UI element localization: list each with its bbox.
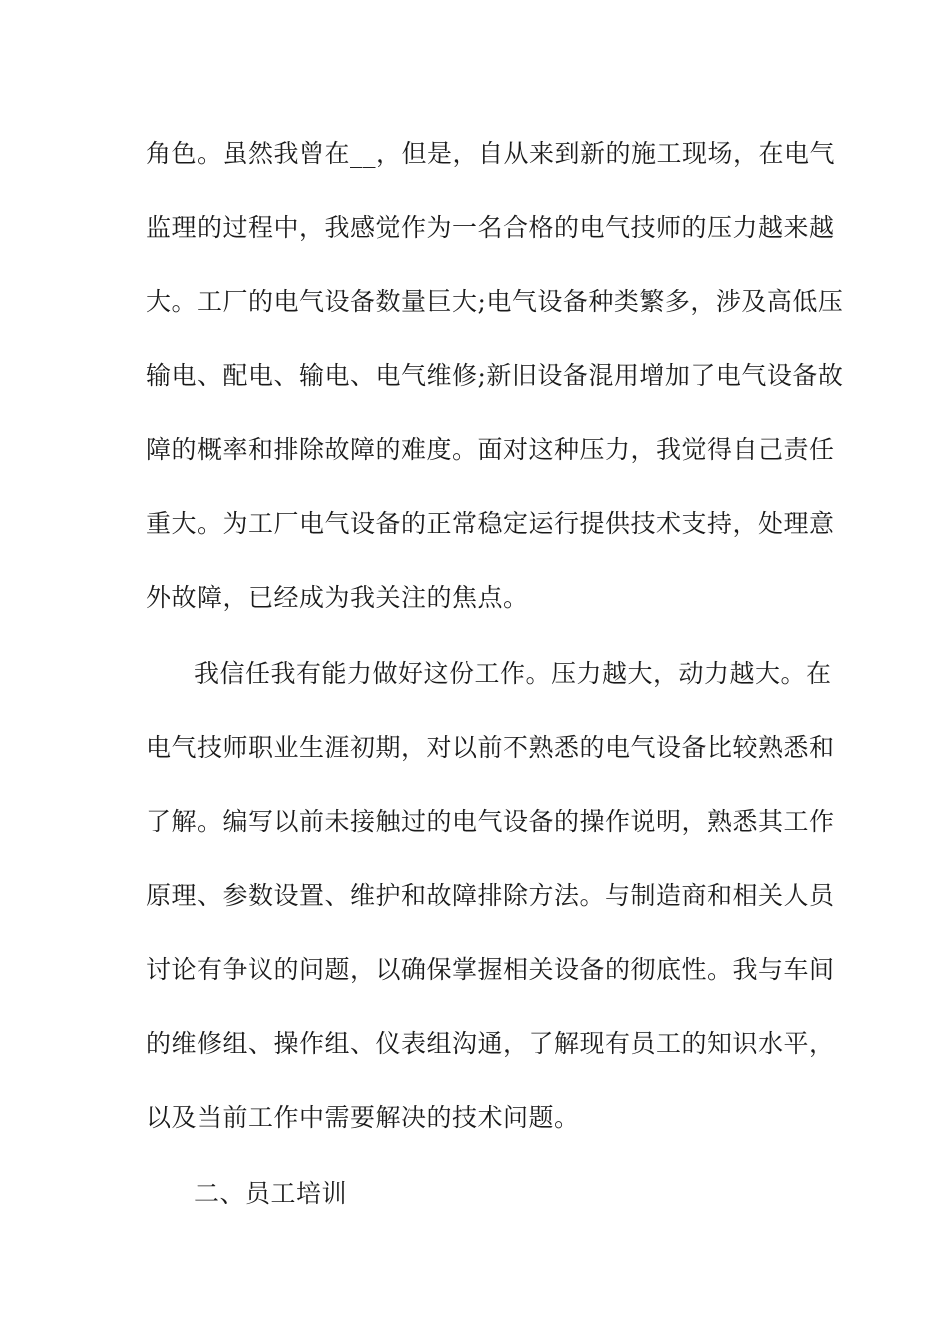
paragraph-line-last: 外故障，已经成为我关注的焦点。	[146, 583, 529, 612]
paragraph-line: 电气技师职业生涯初期，对以前不熟悉的电气设备比较熟悉和	[146, 733, 835, 762]
paragraph-line: 的维修组、操作组、仪表组沟通，了解现有员工的知识水平，	[146, 1029, 835, 1058]
paragraph-line: 输电、配电、输电、电气维修;新旧设备混用增加了电气设备故	[146, 361, 844, 390]
paragraph-line: 角色。虽然我曾在__，但是，自从来到新的施工现场，在电气	[146, 139, 836, 168]
paragraph-line: 了解。编写以前未接触过的电气设备的操作说明，熟悉其工作	[146, 807, 835, 836]
paragraph-first-line: 我信任我有能力做好这份工作。压力越大，动力越大。在	[194, 659, 832, 688]
paragraph-line: 障的概率和排除故障的难度。面对这种压力，我觉得自己责任	[146, 435, 835, 464]
paragraph-line: 大。工厂的电气设备数量巨大;电气设备种类繁多，涉及高低压	[146, 287, 844, 316]
paragraph-line: 重大。为工厂电气设备的正常稳定运行提供技术支持，处理意	[146, 509, 835, 538]
section-heading: 二、员工培训	[194, 1179, 348, 1208]
paragraph-line: 讨论有争议的问题，以确保掌握相关设备的彻底性。我与车间	[146, 955, 835, 984]
paragraph-line: 原理、参数设置、维护和故障排除方法。与制造商和相关人员	[146, 881, 835, 910]
paragraph-line: 监理的过程中，我感觉作为一名合格的电气技师的压力越来越	[146, 213, 835, 242]
paragraph-line-last: 以及当前工作中需要解决的技术问题。	[146, 1103, 580, 1132]
